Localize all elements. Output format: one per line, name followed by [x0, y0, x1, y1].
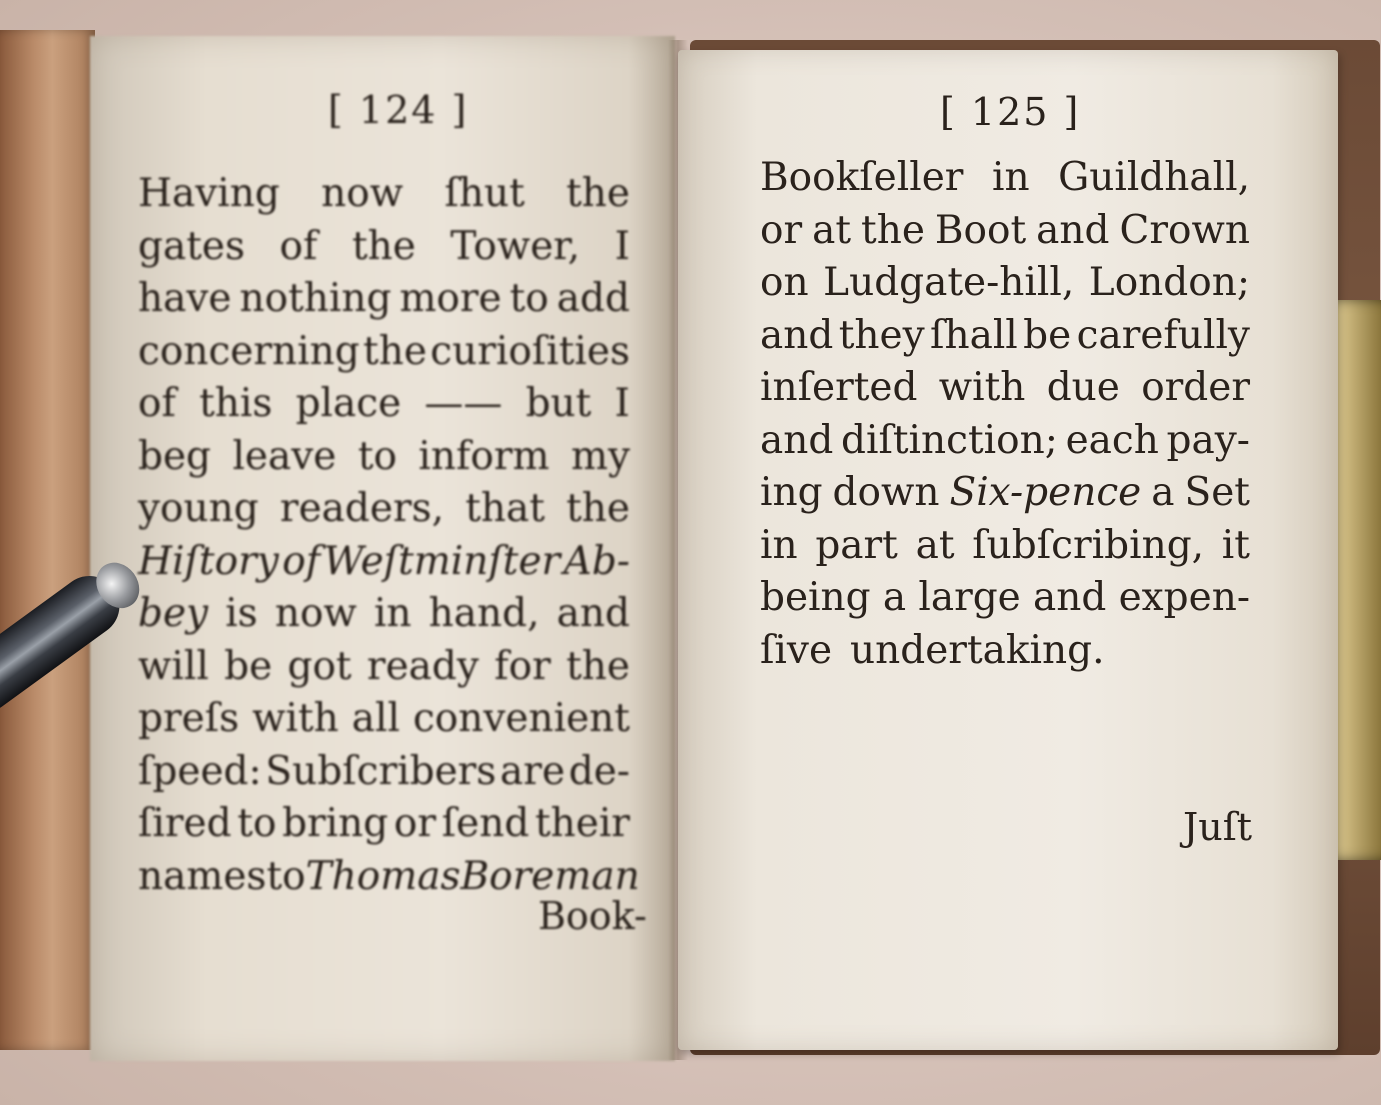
text-word: but	[525, 381, 592, 426]
text-word: in	[991, 155, 1030, 200]
text-word: it	[1221, 522, 1250, 568]
text-word: being	[760, 575, 871, 620]
text-line	[760, 152, 1250, 205]
text-word: that	[465, 486, 545, 531]
text-word: diſtinction;	[841, 417, 1058, 463]
left-page	[90, 36, 675, 1061]
text-word: have	[138, 276, 232, 321]
text-word: bey	[138, 591, 209, 636]
text-word: this	[199, 381, 273, 426]
text-word: Ab-	[563, 538, 630, 584]
text-word: expen-	[1118, 575, 1250, 620]
text-word: be	[1023, 312, 1072, 358]
text-word: part	[815, 522, 898, 568]
text-word: order	[1141, 365, 1250, 410]
text-word: pay-	[1166, 417, 1250, 463]
text-word: on	[760, 260, 809, 305]
text-word: ſired	[138, 801, 232, 846]
text-word: the	[566, 643, 630, 689]
right-page-catchword: Juſt	[1183, 805, 1253, 849]
book-cover-left-edge	[0, 30, 95, 1050]
text-word: at	[915, 522, 955, 568]
text-line	[760, 257, 1250, 310]
text-word: the	[566, 486, 630, 531]
text-word: all	[351, 696, 400, 741]
text-word: Ludgate-hill,	[823, 260, 1075, 305]
text-word: ready	[366, 643, 479, 689]
right-page	[678, 50, 1338, 1050]
text-word: due	[1046, 365, 1120, 410]
text-line	[138, 221, 630, 274]
text-word: to	[509, 276, 549, 321]
text-word: the	[351, 223, 416, 269]
text-word: is	[225, 591, 258, 636]
text-word: the	[861, 207, 925, 253]
text-word: Having	[138, 171, 280, 216]
right-page-text	[760, 152, 1250, 677]
text-word: ſhut	[444, 171, 525, 216]
text-line	[760, 415, 1250, 468]
text-word: Thomas	[305, 853, 461, 899]
text-word: to	[237, 801, 277, 846]
text-word: a	[882, 575, 907, 620]
text-word: got	[287, 643, 352, 689]
text-word: Set	[1184, 470, 1250, 515]
text-line	[138, 168, 630, 221]
text-word: Guildhall,	[1058, 155, 1250, 200]
text-word: or	[760, 207, 803, 253]
text-word: Six-pence	[949, 470, 1142, 515]
text-word: bring	[282, 801, 389, 846]
text-word: their	[534, 801, 630, 846]
text-word: now	[274, 591, 357, 636]
text-word: curioſities	[430, 328, 630, 374]
text-word: Boreman	[460, 853, 640, 899]
text-word: be	[224, 643, 273, 689]
text-word: ing	[760, 470, 823, 515]
text-word: down	[832, 470, 940, 515]
text-word: and	[1036, 207, 1110, 253]
text-word: gates	[138, 223, 245, 269]
text-word: of	[279, 223, 318, 269]
text-line	[138, 588, 630, 641]
right-page-number: [ 125 ]	[940, 90, 1081, 134]
text-word: undertaking.	[850, 627, 1105, 673]
text-word: London;	[1088, 260, 1250, 305]
text-word: my	[570, 433, 630, 479]
text-word: of	[138, 381, 176, 426]
text-word: for	[494, 643, 551, 689]
text-word: I	[614, 223, 630, 269]
text-word: inform	[418, 433, 550, 479]
text-word: more	[399, 276, 502, 321]
left-page-catchword: Book-	[538, 894, 647, 938]
text-line	[138, 536, 630, 589]
text-line	[138, 746, 630, 799]
text-word: nothing	[239, 276, 392, 321]
text-word: ſend	[441, 801, 530, 846]
text-word: beg	[138, 433, 212, 479]
text-line	[138, 483, 630, 536]
text-line	[760, 467, 1250, 520]
text-line	[138, 641, 630, 694]
text-word: inſerted	[760, 365, 918, 410]
text-word: add	[556, 276, 630, 321]
text-line	[760, 520, 1250, 573]
text-line	[760, 572, 1250, 625]
text-word: names	[138, 853, 267, 899]
left-page-text	[138, 168, 640, 903]
text-word: ſive	[760, 627, 833, 673]
text-word: Boot	[934, 207, 1027, 253]
text-word: the	[566, 171, 630, 216]
text-word: Weſtminſter	[323, 538, 561, 584]
text-word: the	[363, 328, 427, 374]
text-word: and	[1033, 575, 1107, 620]
text-word: now	[321, 171, 404, 216]
text-word: large	[918, 575, 1021, 620]
text-word: Subſcribers	[265, 748, 497, 794]
text-word: to	[357, 433, 397, 479]
text-word: de-	[568, 748, 630, 794]
text-word: in	[373, 591, 412, 636]
text-word: with	[938, 365, 1026, 410]
text-word: ſubſcribing,	[972, 522, 1205, 568]
text-word: of	[282, 538, 321, 584]
text-word: with	[252, 696, 339, 741]
text-line	[760, 625, 1250, 678]
text-word: and	[760, 312, 834, 358]
text-word: Crown	[1119, 207, 1250, 253]
text-line	[760, 310, 1250, 363]
text-line	[138, 378, 630, 431]
text-word: concerning	[138, 328, 360, 374]
text-line	[760, 362, 1250, 415]
text-word: at	[812, 207, 852, 253]
text-word: convenient	[412, 696, 630, 741]
text-word: leave	[232, 433, 337, 479]
text-word: Hiſtory	[138, 538, 279, 584]
text-word: they	[838, 312, 925, 358]
text-word: preſs	[138, 696, 240, 741]
text-word: place	[295, 381, 402, 426]
text-word: I	[614, 381, 630, 426]
text-word: readers,	[279, 486, 444, 531]
text-word: carefully	[1076, 312, 1250, 358]
text-word: or	[393, 801, 437, 846]
text-line	[138, 273, 630, 326]
text-word: will	[138, 643, 209, 689]
text-word: in	[760, 522, 798, 568]
text-word: are	[500, 748, 566, 794]
text-word: and	[760, 417, 834, 463]
left-page-number: [ 124 ]	[328, 88, 469, 132]
text-word: a	[1151, 470, 1175, 515]
text-word: and	[556, 591, 630, 636]
text-line	[138, 798, 630, 851]
text-word: Bookſeller	[760, 155, 964, 200]
text-word: each	[1065, 417, 1159, 463]
text-word: hand,	[428, 591, 540, 636]
text-word: Tower,	[450, 223, 581, 269]
text-line	[138, 693, 630, 746]
text-word: ſhall	[930, 312, 1018, 358]
text-line	[760, 205, 1250, 258]
text-word: to	[266, 853, 306, 899]
text-word: ——	[424, 381, 503, 426]
text-line	[138, 326, 630, 379]
text-word: ſpeed:	[138, 748, 262, 794]
text-word: young	[138, 486, 259, 531]
text-line	[138, 431, 630, 484]
